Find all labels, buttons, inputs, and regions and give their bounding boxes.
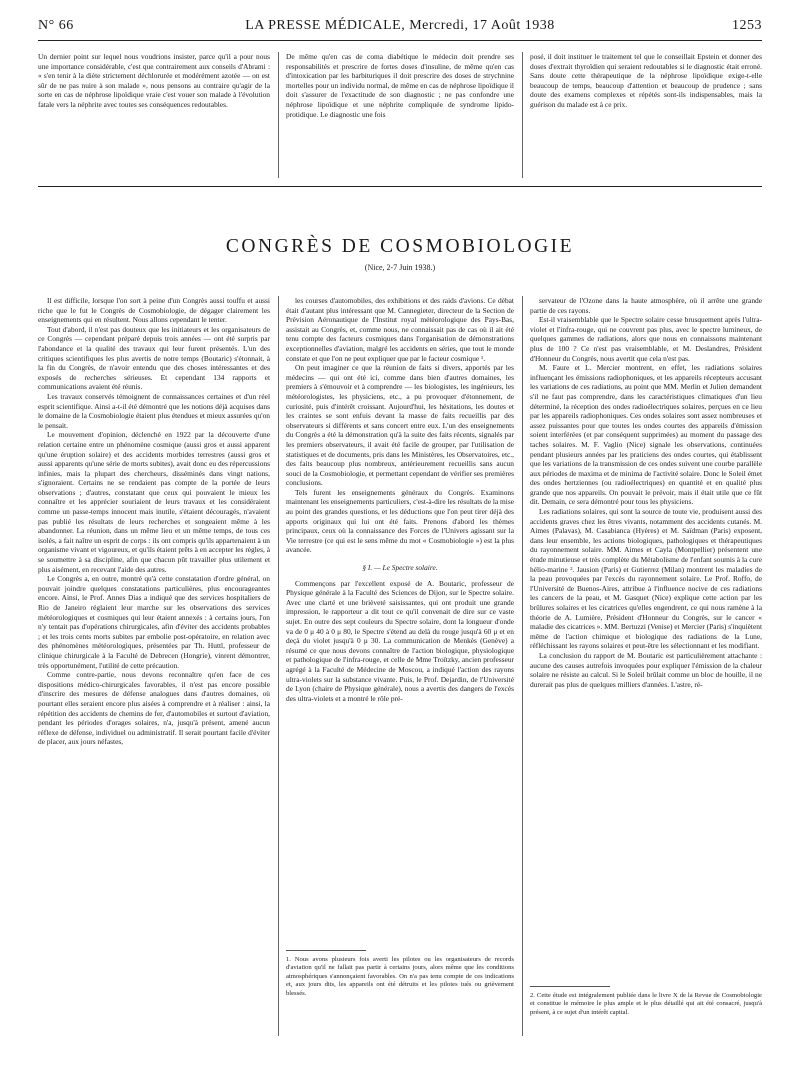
article-column-2 — [286, 296, 514, 703]
footnote-rule — [286, 950, 366, 951]
paragraph: Le mouvement d'opinion, déclenché en 1922 par la découverte d'une relation certaine entre un phénomène cosmique (aussi gros et aussi apparent qu'une éruption solaire) et des accidents morbides terrestres (aussi gros et aussi apparents qu'une série de morts subites), avait donc eu des répercussions infinies, mais la plupart des chercheurs, disséminés dans vingt nations, s'ignoraient. Certains ne se rendaient pas compte de la portée de leurs observations ; d'autres, constatant que ceux qui pouvaient le mieux les connaître et les apprécier souriaient de leurs travaux et les considéraient comme un passe-temps innocent mais inutile, s'étaient découragés, n'avaient pas publié les résultats de leurs recherches et songeaient même à les abandonner. La réunion, dans un même lieu et un même temps, de tous ces isolés, a fait naître un esprit de corps : ils ont compris qu'ils appartenaient à un organisme vivant et vigoureux, et qu'ils étaient prêts à en accepter les règles, à se soumettre à sa discipline, afin que chacun pût travailler plus utilement et plus aisément, en recevant l'aide des autres. — [38, 430, 270, 574]
column-divider — [522, 296, 523, 1036]
paragraph: Il est difficile, lorsque l'on sort à peine d'un Congrès aussi touffu et aussi riche que le fut le Congrès de Cosmobiologie, de dégager clairement les enseignements qui en résultent. Nous allons cependant le tenter. — [38, 296, 270, 325]
top-paragraph: posé, il doit instituer le traitement tel que le conseillait Epstein et donner des doses d'extrait thyroïdien qui seraient redoutables si le diagnostic était erroné. Sans doute cette thérapeutique de la néphrose lipoïdique exige-t-elle beaucoup de temps, beaucoup d'attention et beaucoup de prudence ; sans doute des examens complexes et répétés sont-ils indispensables, mais la guérison du malade est à ce prix. — [530, 52, 762, 109]
paragraph: Le Congrès a, en outre, montré qu'à cette constatation d'ordre général, on pouvait joindre quelques constatations particulières, plus encourageantes encore. Ainsi, le Prof. Annes Dias a indiqué que des services hospitaliers de Rio de Janeiro réglaient leur marche sur les observations des services météorologiques et cosmiques qui leur étaient annexés : à certains jours, l'on n'y tentait pas d'opérations chirurgicales, afin d'éviter des accidents probables ; et les trois cents morts subites par embolie post-opératoire, en relation avec des phénomènes météorologiques, présentées par Th. Huttl, professeur de clinique chirurgicale à la Faculté de Debrecen (Hongrie), vinrent démontrer, très opportunément, l'utilité de cette précaution. — [38, 574, 270, 670]
footnote-rule — [530, 986, 610, 987]
paragraph: servateur de l'Ozone dans la haute atmosphère, où il arrête une grande partie de ces rayons. — [530, 296, 762, 315]
page-header — [38, 18, 762, 36]
paragraph: les courses d'automobiles, des exhibitions et des raids d'avions. Ce débat était d'autant plus intéressant que M. Cannegieter, directeur de la Section de Prévision Aéronautique de l'Institut royal météorologique des Pays-Bas, assistait au Congrès, et, comme nous, ne connaissait pas de cas où il ait été tenu compte des facteurs cosmiques dans l'organisation de démonstrations exceptionnelles d'aviation, malgré les accidents en séries, que tout le monde constate et que l'on ne peut expliquer que par le facteur cosmique ¹. — [286, 296, 514, 363]
column-divider — [522, 52, 523, 178]
paragraph: Comme contre-partie, nous devons reconnaître qu'en face de ces dispositions médico-chirurgicales favorables, il n'est pas encore possible d'inscrire des mesures de défense analogues dans d'autres domaines, où pourtant elles seraient encore plus aisées à comprendre et à réaliser : ainsi, la répétition des accidents de chemins de fer, d'automobiles et surtout d'aviation, pendant les périodes d'orages solaires, n'a, jusqu'à présent, amené aucun réflexe de défense, individuel ou administratif. Il serait pourtant facile d'éviter de placer, aux jours néfastes, — [38, 670, 270, 747]
paragraph: Tels furent les enseignements généraux du Congrès. Examinons maintenant les enseignements particuliers, c'est-à-dire les résultats de la mise au point des grandes questions, et les déductions que l'on peut tirer déjà des apports originaux qui lui ont été faits. Prenons d'abord les thèmes principaux, ceux où la connaissance des Forces de l'Univers agissant sur la Vie terrestre (ce qui est le sens même du mot « Cosmobiologie ») est la plus avancée. — [286, 487, 514, 555]
article-subtitle: (Nice, 2-7 Juin 1938.) — [364, 263, 436, 272]
paragraph: La conclusion du rapport de M. Boutaric est particulièrement attachante : aucune des causes autrefois invoquées pour expliquer l'émission de la chaleur solaire ne résiste au calcul. Si le Soleil brûlait comme un bloc de houille, il ne durerait pas plus de quelques milliers d'années. L'astre, ré- — [530, 650, 762, 689]
issue-number: N° 66 — [38, 18, 74, 33]
top-paragraph: De même qu'en cas de coma diabétique le médecin doit prendre ses responsabilités et prescrire de fortes doses d'insuline, de même qu'en cas d'intoxication par les barbituriques il doit prescrire des doses de strychnine mortelles pour un individu normal, de même en cas de néphrose lipoïdique il doit s'assurer de l'exactitude de son diagnostic ; ne pas confondre une néphrose lipoïdique et une néphrite compliquée de syndrome lipido-protidique. Le diagnostic une fois — [286, 52, 514, 119]
paragraph: Les travaux conservés témoignent de connaissances certaines et d'un réel esprit scientifique. Ainsi a-t-il été démontré que les notions déjà acquises dans le domaine de la Cosmobiologie étaient plus étendues et mieux assurées qu'on le pensait. — [38, 391, 270, 430]
paragraph: M. Faure et L. Mercier montrent, en effet, les radiations solaires influençant les émissions radiophoniques, et les appareils récepteurs accusant les variations de ces radiations, au point que MM. Merlin et Julien demandent s'il ne faut pas comprendre, dans les caractéristiques climatiques d'un lieu déterminé, la réception des ondes radioélectriques solaires, perçues en ce lieu par les appareils radiophoniques. Ces ondes solaires sont assez nombreuses et assez puissantes pour que toutes les ondes courtes des appareils d'émission soient interférées (et par conséquent supprimées) au moment du passage des taches solaires. M. F. Vaglio (Nice) signale les observations, continuées pendant plusieurs années par les praticiens des ondes courtes, qui établissent que les variations de la transmission de ces ondes suivent une courbe parallèle aux périodes de maxima et de minima de l'activité solaire. Donc le Soleil émet des ondes hertziennes (ou radioélectriques) en quantité et en qualité plus grande que nos appareils. On pouvait le prévoir, mais il était utile que ce fût dit. Demain, ce sera démontré pour tous les physiciens. — [530, 363, 763, 507]
journal-title: LA PRESSE MÉDICALE, Mercredi, 17 Août 1938 — [245, 18, 555, 33]
top-paragraph: Un dernier point sur lequel nous voudrions insister, parce qu'il a pour nous une importance considérable, c'est que contrairement aux conseils d'Abrami : « s'en tenir à la diète strictement déchlorurée et modérément azotée — on est sûr de ne pas nuire à son malade », nous pensons au contraire qu'agir de la sorte en cas de néphrose lipoïdique vraie c'est vouer son malade à l'évolution fatale vers la néphrite avec toutes ses conséquences redoutables. — [38, 52, 270, 109]
top-column-3 — [530, 52, 762, 110]
article-column-1 — [38, 296, 270, 747]
article-title: CONGRÈS DE COSMOBIOLOGIE — [225, 236, 575, 257]
paragraph: Tout d'abord, il n'est pas douteux que les initiateurs et les organisateurs de ce Congrès — cependant préparé depuis trois années — ont été surpris par l'abondance et la qualité des travaux qui leur furent présentés. L'un des critiques scientifiques les plus avertis de notre temps (Boutaric) s'étonnait, à la fin du Congrès, de n'avoir entendu que des choses intéressantes et des exposés de recherches sérieuses. Et cependant 134 rapports et communications avaient été réunis. — [38, 324, 270, 392]
article-column-3 — [530, 296, 762, 689]
paragraph: Les radiations solaires, qui sont la source de toute vie, produisent aussi des accidents graves chez les êtres vivants, notamment des accidents cutanés. M. Aimes (Palavas), M. Casabianca (Hyères) et M. Saïdman (Paris) exposent, dans leur ensemble, les actions biologiques, pathologiques et thérapeutiques du rayonnement solaire. MM. Aimes et Cayla (Montpellier) présentent une étude minutieuse et très complète du Métabolisme de l'enfant soumis à la cure hélio-marine ². Jausion (Paris) et Gutierrez (Milan) montrent les maladies de la peau provoquées par l'excès du rayonnement solaire. Le Prof. Roffo, de l'Université de Buenos-Aires, attribue à l'influence nocive de ces radiations les cancers de la peau, et M. Gasquet (Nice) explique cette action par les brûlures solaires et les cicatrices qu'elles engendrent, ce qui nous ramène à la théorie de A. Lumière, Président d'Honneur du Congrès, sur le cancer « maladie des cicatrices ». MM. Bertuzzi (Venise) et Mercier (Paris) s'inquiètent même de l'action chimique et biologique des radiations de la Lune, réfléchissant les rayons solaires et peut-être les sélectionnant et les modifiant. — [530, 507, 762, 651]
section-rule — [38, 186, 762, 187]
footnote-2: 2. Cette étude est intégralement publiée dans le livre X de la Revue de Cosmobiologie et constitue le mémoire le plus ample et le plus détaillé qui ait été consacré, jusqu'à présent, à ce sujet d'un intérêt capital. — [530, 992, 762, 1016]
paragraph: On peut imaginer ce que la réunion de faits si divers, apportés par les médecins — qui ont été ici, comme dans bien d'autres domaines, les premiers à s'émouvoir et à comprendre — les biologistes, les ingénieurs, les météorologistes, les physiciens, etc., a pu provoquer d'étonnement, de curiosité, puis d'intérêt croissant. Aujourd'hui, les hésitations, les doutes et les craintes se sont enfuis devant la masse de faits recueillis par des observateurs si différents et sans concert entre eux. L'un des enseignements du Congrès a été la démonstration qu'à la suite des faits récents, signalés par les premiers observateurs, il avait été facile de grouper, par l'utilisation de statistiques et de documents, pris dans les Ministères, les Observatoires, etc., des faits beaucoup plus nombreux, antérieurement recueillis sans aucun souci de la Cosmobiologie, et permettant cependant de vérifier ses premières conclusions. — [286, 363, 514, 488]
top-column-1 — [38, 52, 270, 110]
footnote-1: 1. Nous avons plusieurs fois averti les pilotes ou les organisateurs de records d'aviation qu'il ne fallait pas partir à certains jours, alors même que les conditions atmosphériques s'annonçaient favorables. On n'a pas tenu compte de ces indications et, aux jours dits, les appareils ont été détruits et les pilotes tués ou grièvement blessés. — [286, 956, 514, 997]
paragraph: Est-il vraisemblable que le Spectre solaire cesse brusquement après l'ultra-violet et l'infra-rouge, qui ne couvrent pas plus, avec le spectre lumineux, de quelques gammes de radiations, alors que nous en connaissons maintenant plus de 100 ? Ce n'est pas vraisemblable, et M. Deslandres, Président d'Honneur du Congrès, nous avertit que cela n'est pas. — [530, 315, 762, 363]
paragraph: Commençons par l'excellent exposé de A. Boutaric, professeur de Physique générale à la Faculté des Sciences de Dijon, sur le Spectre solaire. Avec une clarté et une brièveté saisissantes, qui ont produit une grande impression, le rapporteur a dit tout ce qu'il convenait de dire sur ce vaste sujet. En outre des sept couleurs du Spectre solaire, dont la longueur d'onde va de 0 μ 40 à 0 μ 80, le Spectre s'étend au delà du rouge jusqu'à 60 μ et en deçà du violet jusqu'à 0 μ 30. La communication de Menkès (Genève) a résumé ce que nous devons connaître de l'action biologique, physiologique et pathologique de l'infra-rouge, et celle de Mme Troïtzky, ancien professeur agrégé à la Faculté de Médecine de Moscou, a indiqué l'action des rayons ultra-violets sur la substance vivante. Puis, le Prof. Dejardin, de l'Université de Lyon (chaire de Physique générale), nous a avertis des dangers de l'excès des ultra-violets et a montré le rôle pré- — [286, 578, 514, 703]
section-heading: § I. — Le Spectre solaire. — [362, 563, 438, 573]
page-number: 1253 — [732, 18, 762, 33]
column-divider — [278, 52, 279, 178]
column-divider — [278, 296, 279, 1036]
top-column-2 — [286, 52, 514, 119]
header-rule — [38, 40, 762, 41]
